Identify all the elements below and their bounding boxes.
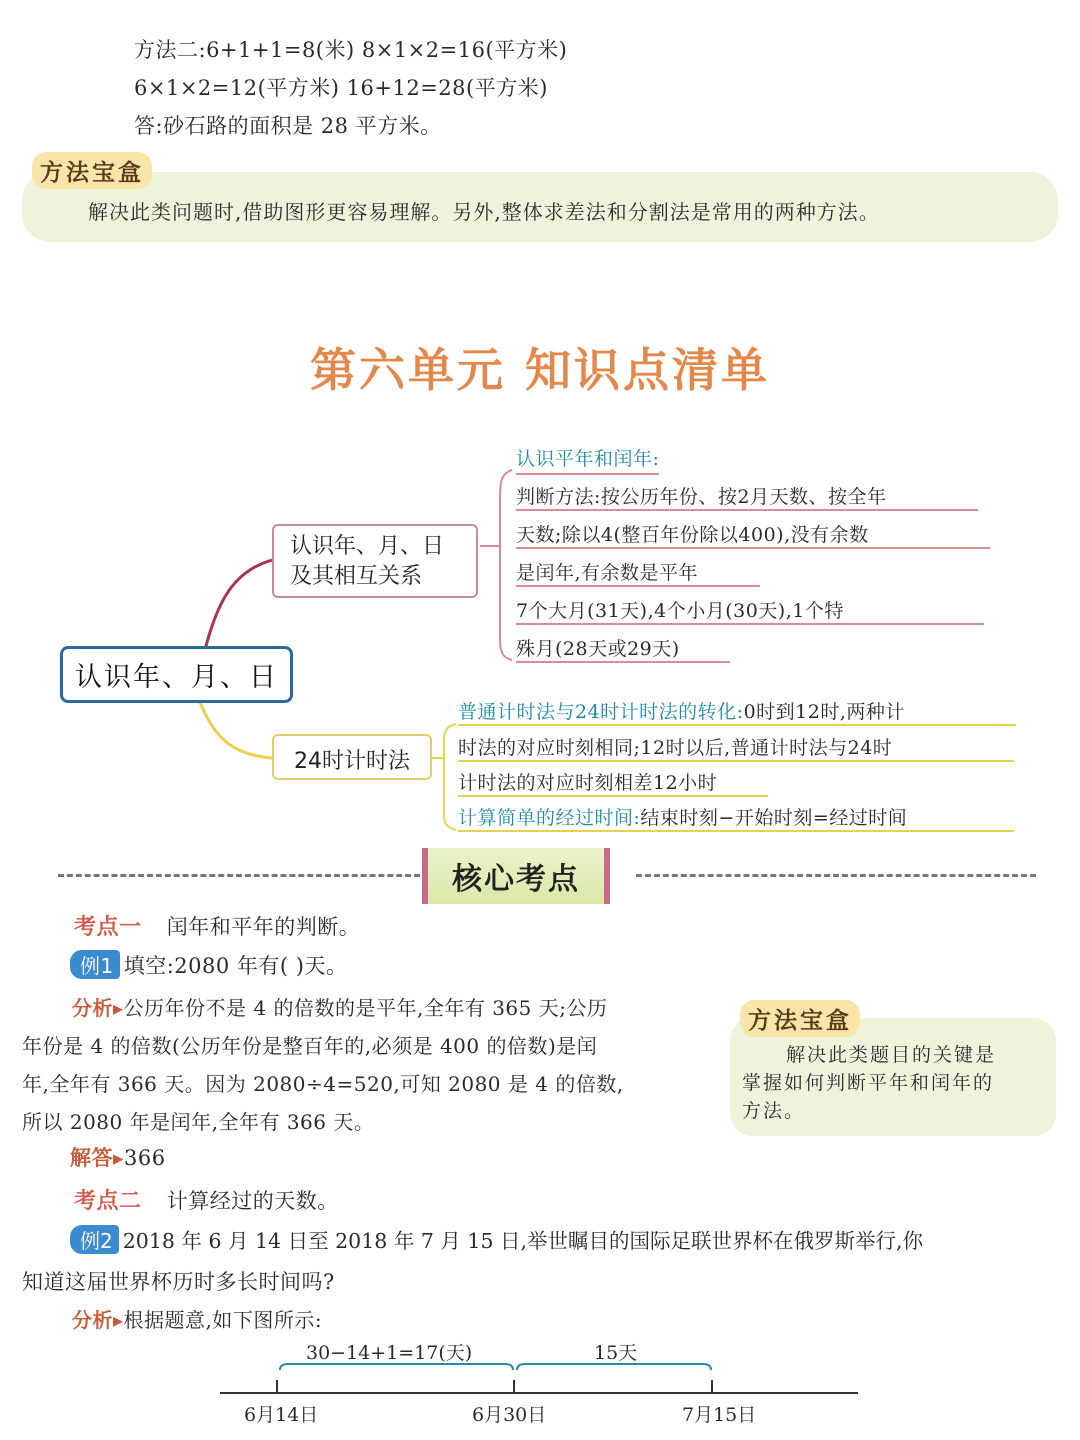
example-1-text: 填空:2080 年有( )天。	[123, 954, 348, 978]
method-tip-tag: 方法宝盒	[32, 152, 152, 189]
kaodian-2	[74, 1184, 339, 1215]
method-tip-2-line-2: 掌握如何判断平年和闰年的	[742, 1072, 995, 1094]
leap-year-line-3: 是闰年,有余数是平年	[516, 558, 760, 587]
timeline-tick-label: 6月30日	[472, 1404, 547, 1426]
leap-year-line-1: 判断方法:按公历年份、按2月天数、按全年	[516, 482, 978, 511]
example-1	[70, 950, 348, 980]
method-tip-2-line-3: 方法。	[742, 1100, 806, 1122]
analysis-1-line-1	[72, 992, 607, 1021]
core-heading: 核心考点	[422, 848, 610, 904]
kaodian-1	[74, 910, 360, 941]
clock-conversion-line-2: 时法的对应时刻相同;12时以后,普通计时法与24时	[458, 733, 1014, 762]
divider-right	[636, 874, 1036, 877]
month-days-line-2: 殊月(28天或29天)	[516, 634, 730, 663]
analysis-2	[72, 1304, 322, 1333]
method-tip-tag-2: 方法宝盒	[740, 1000, 860, 1037]
analysis-1-line-3: 年,全年有 366 天。因为 2080÷4=520,可知 2080 是 4 的倍数,	[22, 1072, 624, 1096]
month-days-line-1: 7个大月(31天),4个小月(30天),1个特	[516, 596, 984, 625]
example-2-line-1	[70, 1224, 923, 1254]
mindmap-root: 认识年、月、日	[60, 646, 293, 703]
branch-node-24h: 24时计时法	[272, 734, 432, 780]
answer-1-value: 366	[124, 1146, 166, 1170]
kaodian-2-text: 计算经过的天数。	[166, 1189, 339, 1213]
method-tip-2-line-1: 解决此类题目的关键是	[786, 1044, 997, 1066]
analysis-1-tag: 分析▸	[72, 996, 124, 1020]
example-2-line-2: 知道这届世界杯历时多长时间吗?	[22, 1270, 335, 1294]
branch-node-ymd-line1: 认识年、月、日	[290, 534, 445, 559]
clock-conversion-rest: 0时到12时,两种计	[743, 701, 905, 723]
example-2-text-1: 2018 年 6 月 14 日至 2018 年 7 月 15 日,举世瞩目的国际足联世界杯在俄罗斯举行,你	[122, 1229, 924, 1253]
solution-answer: 答:砂石路的面积是 28 平方米。	[134, 114, 442, 138]
elapsed-time-line	[458, 803, 1014, 832]
timeline-graphic	[0, 1360, 1080, 1400]
divider-left	[58, 874, 420, 877]
answer-1	[70, 1142, 166, 1172]
unit-title: 第六单元 知识点清单	[309, 343, 770, 397]
branch-node-ymd-line2: 及其相互关系	[290, 564, 423, 589]
timeline-seg1-label: 30−14+1=17(天)	[306, 1342, 473, 1364]
kaodian-2-tag: 考点二	[74, 1189, 142, 1214]
solution-line-1: 方法二:6+1+1=8(米) 8×1×2=16(平方米)	[134, 38, 568, 62]
elapsed-time-heading: 计算简单的经过时间:	[458, 807, 641, 829]
method-tip-text: 解决此类问题时,借助图形更容易理解。另外,整体求差法和分割法是常用的两种方法。	[88, 200, 880, 224]
analysis-1-line-4: 所以 2080 年是闰年,全年有 366 天。	[22, 1110, 375, 1134]
example-2-label: 例2	[70, 1225, 119, 1254]
kaodian-1-text: 闰年和平年的判断。	[166, 915, 361, 939]
elapsed-time-rest: 结束时刻−开始时刻=经过时间	[640, 807, 908, 829]
analysis-2-text: 根据题意,如下图所示:	[123, 1308, 323, 1332]
leap-year-line-2: 天数;除以4(整百年份除以400),没有余数	[516, 520, 990, 549]
answer-1-tag: 解答▸	[70, 1146, 125, 1170]
timeline-tick-label: 6月14日	[244, 1404, 319, 1426]
timeline-seg2-label: 15天	[594, 1342, 638, 1364]
leap-year-heading: 认识平年和闰年:	[516, 444, 659, 475]
clock-conversion-line-3: 计时法的对应时刻相差12小时	[458, 768, 768, 797]
clock-conversion-heading: 普通计时法与24时计时法的转化:	[458, 701, 744, 723]
analysis-1-text-1: 公历年份不是 4 的倍数的是平年,全年有 365 天;公历	[123, 996, 608, 1020]
timeline-tick-label: 7月15日	[682, 1404, 757, 1426]
analysis-1-line-2: 年份是 4 的倍数(公历年份是整百年的,必须是 400 的倍数)是闰	[22, 1034, 598, 1058]
example-1-label: 例1	[70, 950, 120, 979]
clock-conversion-line-1	[458, 697, 1016, 726]
branch-node-ymd	[272, 524, 478, 598]
kaodian-1-tag: 考点一	[74, 915, 142, 940]
analysis-2-tag: 分析▸	[72, 1308, 124, 1332]
solution-line-2: 6×1×2=12(平方米) 16+12=28(平方米)	[134, 76, 548, 100]
